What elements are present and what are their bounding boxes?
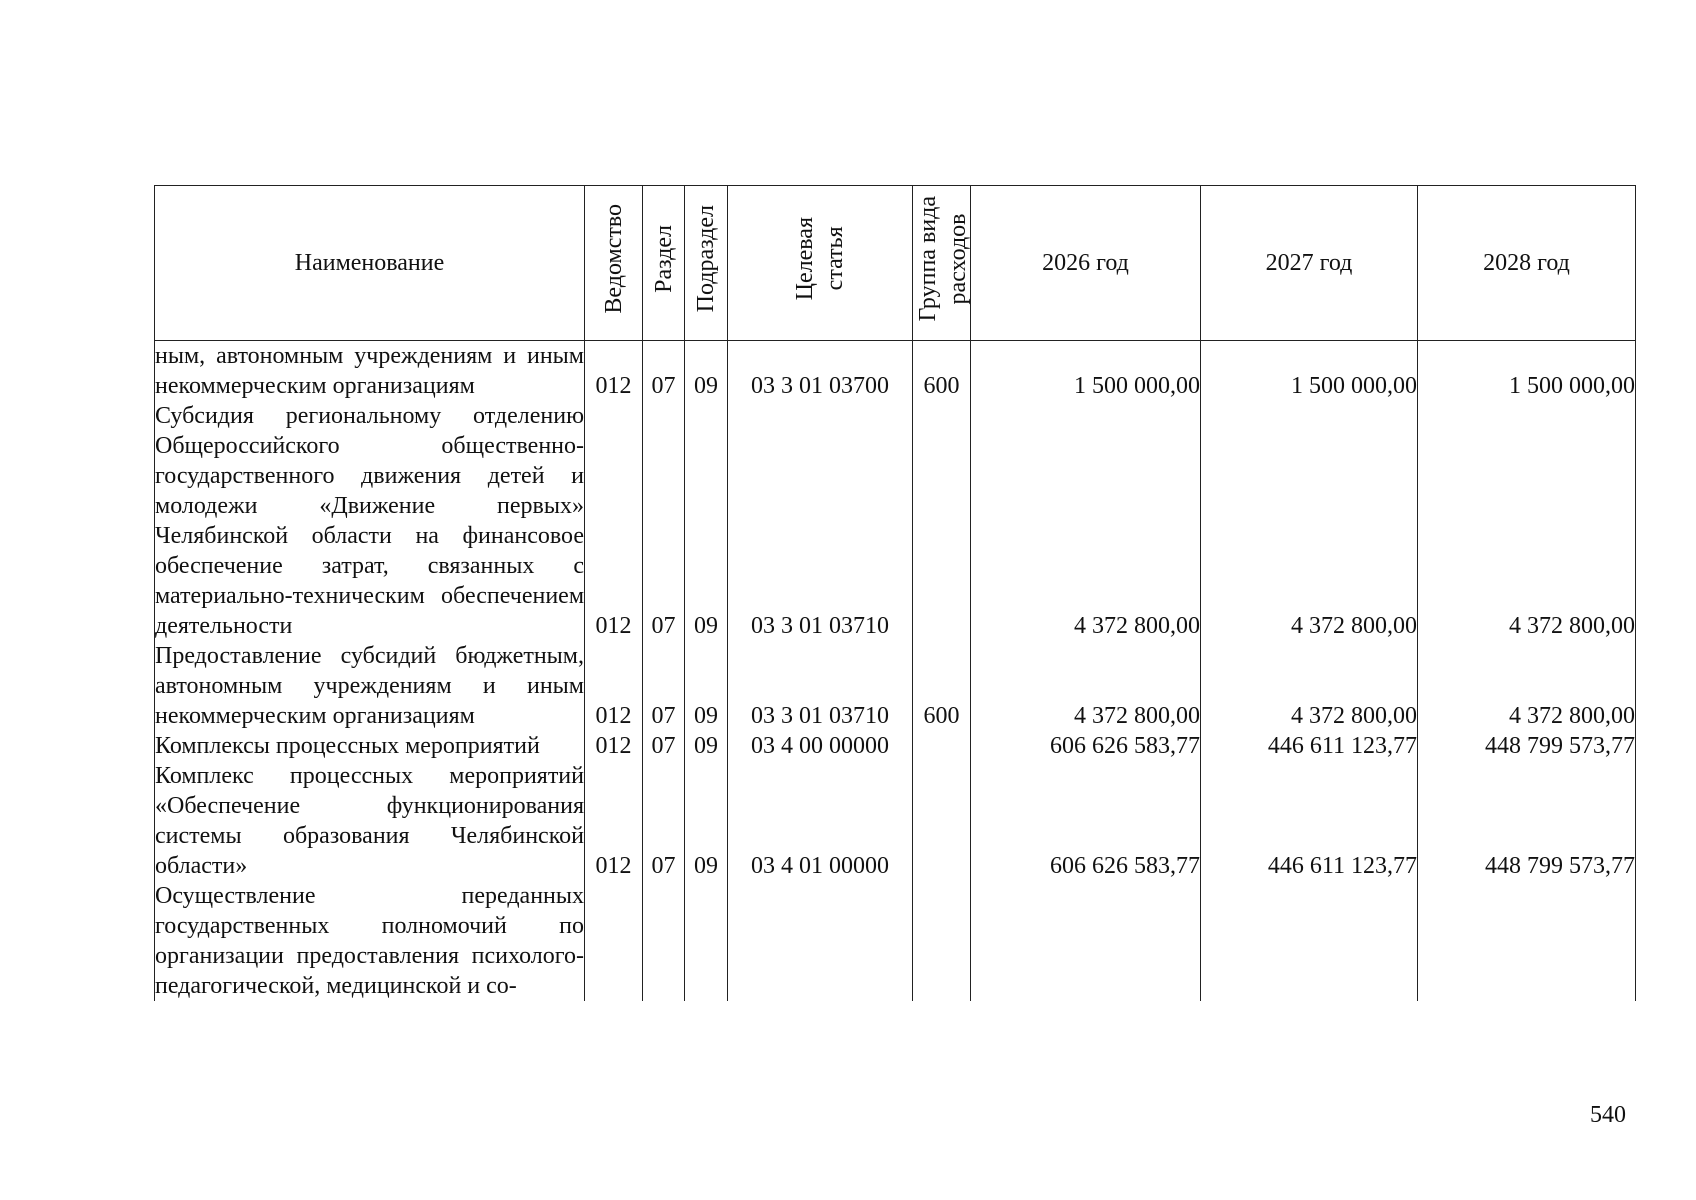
header-year-2026: 2026 год	[971, 186, 1201, 341]
cell-2026: 606 626 583,77	[971, 731, 1201, 761]
cell-razdel: 07	[643, 731, 685, 761]
cell-expense-group	[913, 401, 971, 641]
cell-2028: 448 799 573,77	[1418, 761, 1636, 881]
header-podrazdel: Подраздел	[685, 186, 728, 341]
cell-target-article: 03 3 01 03710	[728, 401, 913, 641]
cell-2027: 4 372 800,00	[1201, 641, 1418, 731]
cell-expense-group	[913, 761, 971, 881]
header-razdel: Раздел	[643, 186, 685, 341]
cell-expense-group: 600	[913, 641, 971, 731]
cell-podrazdel	[685, 881, 728, 1001]
cell-2026: 1 500 000,00	[971, 341, 1201, 402]
table-row	[155, 731, 1636, 761]
cell-2027: 446 611 123,77	[1201, 731, 1418, 761]
cell-razdel: 07	[643, 641, 685, 731]
table-row	[155, 401, 1636, 641]
cell-2026	[971, 881, 1201, 1001]
row-name: Комплексы процессных мероприятий	[155, 731, 585, 761]
cell-podrazdel: 09	[685, 641, 728, 731]
cell-vedomstvo	[585, 881, 643, 1001]
cell-2027	[1201, 881, 1418, 1001]
cell-vedomstvo: 012	[585, 401, 643, 641]
cell-vedomstvo: 012	[585, 761, 643, 881]
header-target-article: Целевая статья	[728, 186, 913, 341]
cell-target-article: 03 4 01 00000	[728, 761, 913, 881]
cell-podrazdel: 09	[685, 341, 728, 402]
header-vedomstvo: Ведомство	[585, 186, 643, 341]
cell-2028: 1 500 000,00	[1418, 341, 1636, 402]
cell-podrazdel: 09	[685, 761, 728, 881]
cell-podrazdel: 09	[685, 401, 728, 641]
cell-razdel: 07	[643, 401, 685, 641]
row-name: Комплекс процессных мероприятий «Обеспечение функционирования системы образования Челябинской области»	[155, 763, 584, 879]
cell-target-article: 03 3 01 03700	[728, 341, 913, 402]
table-row	[155, 341, 1636, 402]
cell-expense-group	[913, 731, 971, 761]
cell-target-article: 03 4 00 00000	[728, 731, 913, 761]
header-year-2027: 2027 год	[1201, 186, 1418, 341]
cell-expense-group	[913, 881, 971, 1001]
cell-2028: 4 372 800,00	[1418, 401, 1636, 641]
cell-2027: 446 611 123,77	[1201, 761, 1418, 881]
row-name: ным, автономным учреждениям и иным некоммерческим организациям	[155, 341, 585, 402]
cell-target-article	[728, 881, 913, 1001]
cell-podrazdel: 09	[685, 731, 728, 761]
header-year-2028: 2028 год	[1418, 186, 1636, 341]
cell-2026: 4 372 800,00	[971, 401, 1201, 641]
cell-2027: 4 372 800,00	[1201, 401, 1418, 641]
cell-2026: 4 372 800,00	[971, 641, 1201, 731]
row-name: Осуществление переданных государственных полномочий по организации предоставления психолого-педагогической, медицинской и со-	[155, 883, 584, 999]
cell-expense-group: 600	[913, 341, 971, 402]
cell-2027: 1 500 000,00	[1201, 341, 1418, 402]
budget-table	[154, 185, 1636, 1001]
table-row	[155, 881, 1636, 1001]
table-row	[155, 641, 1636, 731]
cell-vedomstvo: 012	[585, 641, 643, 731]
cell-2028: 4 372 800,00	[1418, 641, 1636, 731]
cell-2026: 606 626 583,77	[971, 761, 1201, 881]
cell-target-article: 03 3 01 03710	[728, 641, 913, 731]
cell-razdel: 07	[643, 761, 685, 881]
page-number: 540	[1590, 1102, 1626, 1128]
cell-2028: 448 799 573,77	[1418, 731, 1636, 761]
header-expense-group: Группа вида расходов	[913, 186, 971, 341]
row-name: Субсидия региональному отделению Общероссийского общественно-государственного движения детей и молодежи «Движение первых» Челябинской области на финансовое обеспечение затрат, связанных с материально-техническим обеспечением деятельности	[155, 403, 584, 639]
table-row	[155, 761, 1636, 881]
table-header-row	[155, 186, 1636, 341]
cell-vedomstvo: 012	[585, 731, 643, 761]
cell-2028	[1418, 881, 1636, 1001]
cell-vedomstvo: 012	[585, 341, 643, 402]
row-name: Предоставление субсидий бюджетным, автономным учреждениям и иным некоммерческим организациям	[155, 643, 584, 729]
header-name: Наименование	[155, 186, 585, 341]
cell-razdel: 07	[643, 341, 685, 402]
cell-razdel	[643, 881, 685, 1001]
